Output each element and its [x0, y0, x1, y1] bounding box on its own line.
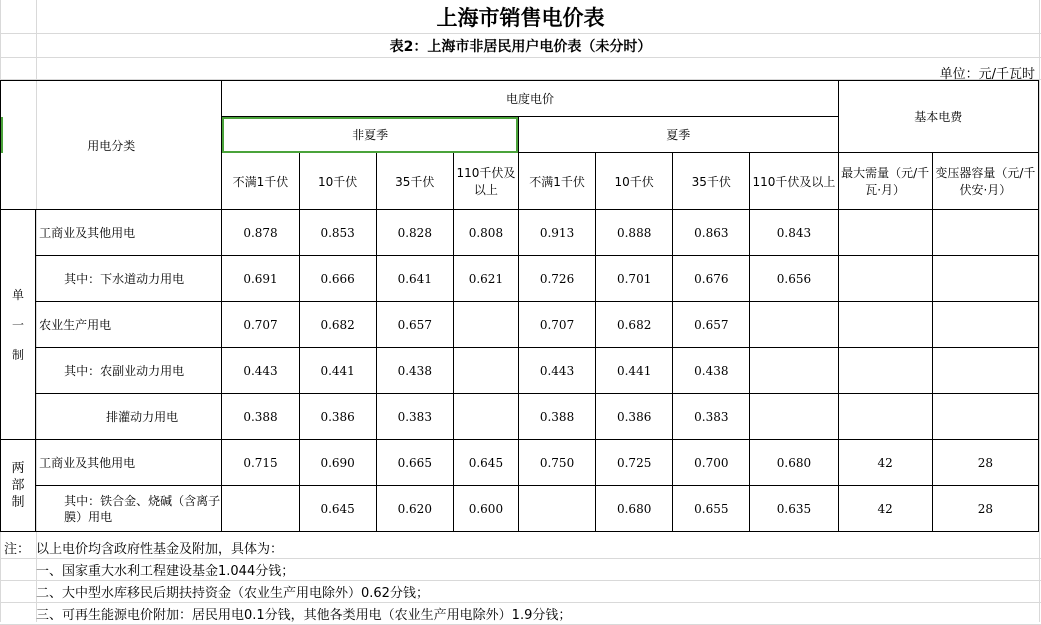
header-summer[interactable]: 夏季	[518, 117, 838, 153]
max-demand-cell[interactable]	[838, 256, 932, 302]
note-text: 三、可再生能源电价附加：居民用电0.1分钱，其他各类用电（农业生产用电除外）1.9分钱；	[36, 608, 572, 623]
price-cell[interactable]	[750, 348, 838, 394]
price-cell[interactable]: 0.853	[299, 210, 376, 256]
price-cell[interactable]: 0.750	[518, 440, 595, 486]
price-cell[interactable]: 0.828	[376, 210, 453, 256]
max-demand-cell[interactable]: 42	[838, 440, 932, 486]
page-title: 上海市销售电价表	[436, 6, 605, 30]
header-transformer[interactable]: 变压器容量（元/千伏安·月）	[932, 153, 1038, 210]
price-cell[interactable]: 0.680	[596, 486, 673, 532]
transformer-cell[interactable]	[932, 348, 1038, 394]
row-name[interactable]: 排灌动力用电	[36, 394, 222, 440]
row-name[interactable]: 工商业及其他用电	[36, 210, 222, 256]
price-cell[interactable]: 0.386	[596, 394, 673, 440]
price-cell[interactable]: 0.441	[299, 348, 376, 394]
price-cell[interactable]: 0.707	[222, 302, 299, 348]
note-line[interactable]	[0, 537, 1041, 559]
table-row	[1, 440, 1039, 486]
table-row	[1, 256, 1039, 302]
header-voltage[interactable]: 不满1千伏	[518, 153, 595, 210]
row-name[interactable]: 其中：铁合金、烧碱（含离子膜）用电	[36, 486, 222, 532]
price-cell[interactable]	[453, 348, 518, 394]
price-cell[interactable]: 0.682	[299, 302, 376, 348]
header-voltage[interactable]: 不满1千伏	[222, 153, 299, 210]
group-two-part[interactable]	[1, 440, 36, 532]
price-cell[interactable]: 0.665	[376, 440, 453, 486]
max-demand-cell[interactable]	[838, 348, 932, 394]
max-demand-cell[interactable]	[838, 394, 932, 440]
price-cell[interactable]: 0.700	[673, 440, 750, 486]
price-cell[interactable]: 0.438	[673, 348, 750, 394]
price-cell[interactable]: 0.635	[750, 486, 838, 532]
price-cell[interactable]: 0.888	[596, 210, 673, 256]
table-row	[1, 348, 1039, 394]
price-cell[interactable]: 0.645	[299, 486, 376, 532]
row-name[interactable]: 其中：农副业动力用电	[36, 348, 222, 394]
header-category[interactable]: 用电分类	[1, 81, 222, 210]
price-cell[interactable]: 0.701	[596, 256, 673, 302]
price-cell[interactable]: 0.443	[222, 348, 299, 394]
price-table	[0, 80, 1039, 532]
note-text: 一、国家重大水利工程建设基金1.044分钱；	[36, 564, 295, 579]
price-cell[interactable]: 0.682	[596, 302, 673, 348]
header-non-summer[interactable]: 非夏季	[222, 117, 519, 153]
price-cell[interactable]: 0.863	[673, 210, 750, 256]
price-cell[interactable]: 0.655	[673, 486, 750, 532]
note-line[interactable]	[0, 559, 1041, 581]
price-cell[interactable]	[750, 394, 838, 440]
group-two-part-label: 两部制	[11, 461, 25, 510]
price-cell[interactable]: 0.388	[222, 394, 299, 440]
note-text: 二、大中型水库移民后期扶持资金（农业生产用电除外）0.62分钱；	[36, 586, 429, 601]
transformer-cell[interactable]	[932, 394, 1038, 440]
max-demand-cell[interactable]: 42	[838, 486, 932, 532]
price-cell[interactable]: 0.621	[453, 256, 518, 302]
notes-label: 注：	[4, 542, 31, 557]
header-voltage[interactable]: 35千伏	[376, 153, 453, 210]
row-name[interactable]: 农业生产用电	[36, 302, 222, 348]
table-row	[1, 302, 1039, 348]
sheet-row	[0, 57, 1041, 80]
price-cell[interactable]: 0.676	[673, 256, 750, 302]
header-voltage[interactable]: 110千伏及以上	[453, 153, 518, 210]
transformer-cell[interactable]	[932, 210, 1038, 256]
group-single-label: 单一制	[12, 287, 25, 362]
table-row	[1, 486, 1039, 532]
max-demand-cell[interactable]	[838, 210, 932, 256]
group-single[interactable]	[1, 210, 36, 440]
price-cell[interactable]	[518, 486, 595, 532]
price-cell[interactable]: 0.878	[222, 210, 299, 256]
header-voltage[interactable]: 10千伏	[299, 153, 376, 210]
price-cell[interactable]: 0.641	[376, 256, 453, 302]
price-cell[interactable]: 0.600	[453, 486, 518, 532]
header-voltage[interactable]: 110千伏及以上	[750, 153, 838, 210]
price-cell[interactable]	[453, 394, 518, 440]
price-cell[interactable]: 0.843	[750, 210, 838, 256]
price-cell[interactable]: 0.666	[299, 256, 376, 302]
header-voltage[interactable]: 35千伏	[673, 153, 750, 210]
price-cell[interactable]: 0.707	[518, 302, 595, 348]
note-text: 以上电价均含政府性基金及附加，具体为：	[36, 542, 284, 557]
table-subtitle: 表2：上海市非居民用户电价表（未分时）	[389, 39, 652, 55]
row-name[interactable]: 其中：下水道动力用电	[36, 256, 222, 302]
max-demand-cell[interactable]	[838, 302, 932, 348]
price-cell[interactable]: 0.383	[673, 394, 750, 440]
header-max-demand[interactable]: 最大需量（元/千瓦·月）	[838, 153, 932, 210]
price-cell[interactable]: 0.657	[376, 302, 453, 348]
price-cell[interactable]: 0.386	[299, 394, 376, 440]
table-row	[1, 210, 1039, 256]
row-name[interactable]: 工商业及其他用电	[36, 440, 222, 486]
price-cell[interactable]: 0.690	[299, 440, 376, 486]
unit-label: 单位：元/千瓦时	[939, 66, 1035, 82]
table-row	[1, 394, 1039, 440]
price-cell[interactable]: 0.383	[376, 394, 453, 440]
price-cell[interactable]	[222, 486, 299, 532]
header-basic-fee[interactable]: 基本电费	[838, 81, 1038, 153]
transformer-cell[interactable]	[932, 302, 1038, 348]
grid-line	[1039, 0, 1040, 622]
transformer-cell[interactable]: 28	[932, 440, 1038, 486]
notes-section	[0, 537, 1041, 625]
price-cell[interactable]: 0.441	[596, 348, 673, 394]
transformer-cell[interactable]	[932, 256, 1038, 302]
price-cell[interactable]: 0.913	[518, 210, 595, 256]
price-cell[interactable]: 0.620	[376, 486, 453, 532]
header-voltage[interactable]: 10千伏	[596, 153, 673, 210]
price-cell[interactable]: 0.691	[222, 256, 299, 302]
price-cell[interactable]: 0.725	[596, 440, 673, 486]
price-cell[interactable]: 0.715	[222, 440, 299, 486]
price-cell[interactable]: 0.443	[518, 348, 595, 394]
price-cell[interactable]	[750, 302, 838, 348]
price-cell[interactable]: 0.808	[453, 210, 518, 256]
price-cell[interactable]	[453, 302, 518, 348]
price-cell[interactable]: 0.657	[673, 302, 750, 348]
price-cell[interactable]: 0.726	[518, 256, 595, 302]
transformer-cell[interactable]: 28	[932, 486, 1038, 532]
header-energy-price[interactable]: 电度电价	[222, 81, 838, 117]
price-cell[interactable]: 0.438	[376, 348, 453, 394]
price-cell[interactable]: 0.656	[750, 256, 838, 302]
price-cell[interactable]: 0.388	[518, 394, 595, 440]
price-cell[interactable]: 0.680	[750, 440, 838, 486]
note-line[interactable]	[0, 581, 1041, 603]
price-cell[interactable]: 0.645	[453, 440, 518, 486]
